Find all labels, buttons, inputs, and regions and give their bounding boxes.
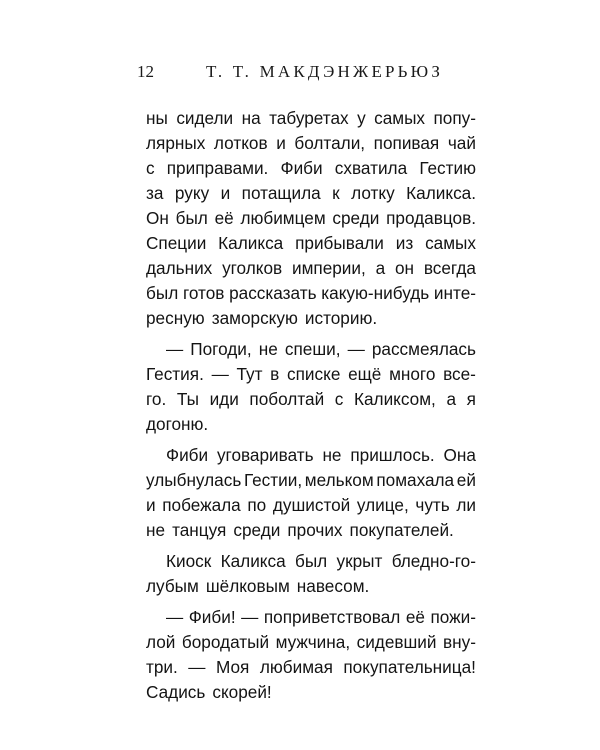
text-line: дальних уголков империи, а он всегда — [146, 258, 476, 278]
text-line: улыбнулась Гестии, мельком помахала ей — [146, 470, 476, 490]
text-line: Киоск Каликса был укрыт бледно-го- — [166, 551, 476, 571]
text-line: и побежала по душистой улице, чуть ли — [146, 495, 476, 515]
text-line: ны сидели на табуретах у самых попу- — [146, 108, 476, 128]
text-line: Садись скорей! — [146, 682, 272, 702]
text-line: — Фиби! — поприветствовал её пожи- — [166, 607, 476, 627]
text-line: Специи Каликса прибывали из самых — [146, 233, 476, 253]
text-line: с приправами. Фиби схватила Гестию — [146, 158, 476, 178]
paragraph — [146, 337, 476, 437]
text-line: го. Ты иди поболтай с Каликсом, а я — [146, 389, 476, 409]
paragraph — [146, 549, 476, 599]
text-line: Фиби уговаривать не пришлось. Она — [166, 445, 476, 465]
book-title: Т. Т. МАКДЭНЖЕРЬЮЗ — [206, 62, 444, 81]
page-number: 12 — [137, 62, 154, 81]
text-line: догоню. — [146, 414, 209, 434]
text-line: ресную заморскую историю. — [146, 308, 378, 328]
text-line: лубым шёлковым навесом. — [146, 576, 370, 596]
text-line: за руку и потащила к лотку Каликса. — [146, 183, 476, 203]
text-body — [146, 106, 476, 705]
text-line: был готов рассказать какую-нибудь инте- — [146, 283, 476, 303]
text-line: лой бородатый мужчина, сидевший вну- — [146, 632, 476, 652]
text-line: — Погоди, не спеши, — рассмеялась — [166, 339, 476, 359]
text-line: Он был её любимцем среди продавцов. — [146, 208, 476, 228]
text-line: не танцуя среди прочих покупателей. — [146, 520, 454, 540]
paragraph — [146, 106, 476, 331]
text-line: три. — Моя любимая покупательница! — [146, 657, 476, 677]
paragraph — [146, 443, 476, 543]
text-line: Гестия. — Тут в списке ещё много все- — [146, 364, 476, 384]
paragraph — [146, 605, 476, 705]
text-line: лярных лотков и болтали, попивая чай — [146, 133, 476, 153]
running-header — [137, 60, 467, 84]
